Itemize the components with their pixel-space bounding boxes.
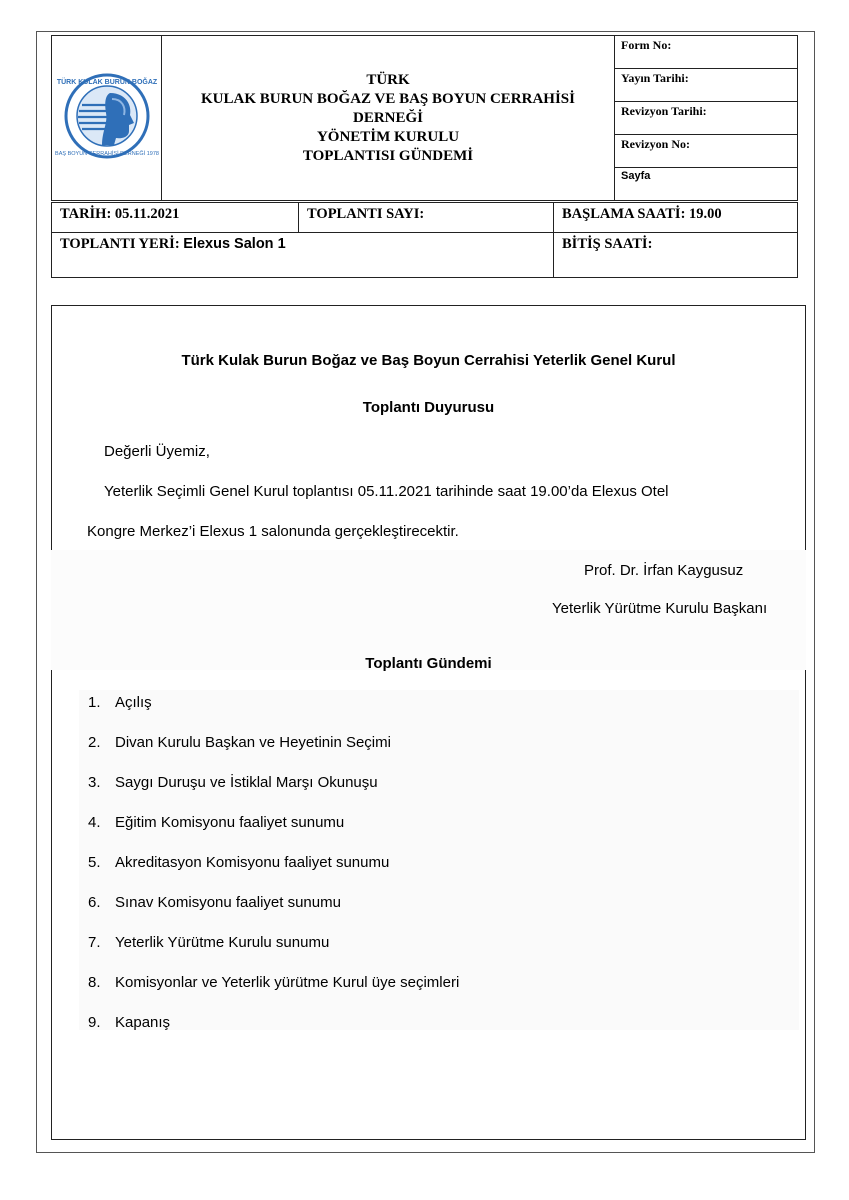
svg-text:BAŞ BOYUN CERRAHİSİ DERNEĞİ 19: BAŞ BOYUN CERRAHİSİ DERNEĞİ 1978 [54, 150, 159, 157]
announcement-subtitle: Toplantı Duyurusu [362, 399, 495, 416]
date-label: TARİH: [60, 206, 112, 222]
meeting-place-cell [52, 233, 554, 278]
title-line-3: DERNEĞİ [352, 109, 423, 126]
agenda-item [88, 733, 459, 773]
meeting-place-label: TOPLANTI YERİ: [60, 236, 180, 252]
agenda-item-number: 9. [88, 1014, 101, 1031]
page-field: Sayfa [615, 168, 798, 201]
agenda-title: Toplantı Gündemi [365, 655, 492, 672]
agenda-item-text: Saygı Duruşu ve İstiklal Marşı Okunuşu [115, 774, 378, 791]
document-title-cell [162, 36, 615, 201]
body-line-1: Yeterlik Seçimli Genel Kurul toplantısı 05.11.2021 tarihinde saat 19.00’da Elexus Otel [104, 483, 669, 500]
agenda-item-text: Sınav Komisyonu faaliyet sunumu [115, 894, 341, 911]
agenda-item-text: Komisyonlar ve Yeterlik yürütme Kurul üye seçimleri [115, 974, 460, 991]
agenda-item-text: Kapanış [115, 1014, 171, 1031]
title-line-1: TÜRK [366, 71, 410, 88]
date-cell [52, 203, 299, 233]
signer-name: Prof. Dr. İrfan Kaygusuz [584, 562, 744, 579]
agenda-item-number: 8. [88, 974, 101, 991]
agenda-item-number: 6. [88, 894, 101, 911]
agenda-item-text: Eğitim Komisyonu faaliyet sunumu [115, 814, 345, 831]
revision-date-field: Revizyon Tarihi: [615, 102, 798, 135]
meeting-info-table [51, 202, 798, 278]
start-time-cell [554, 203, 798, 233]
signer-title: Yeterlik Yürütme Kurulu Başkanı [552, 600, 768, 617]
end-time-label: BİTİŞ SAATİ: [562, 236, 653, 252]
meeting-count-label: TOPLANTI SAYI: [307, 206, 425, 222]
agenda-item-number: 1. [88, 694, 101, 711]
agenda-item-text: Yeterlik Yürütme Kurulu sunumu [115, 934, 330, 951]
revision-no-field: Revizyon No: [615, 135, 798, 168]
form-no-field: Form No: [615, 36, 798, 69]
agenda-item-number: 3. [88, 774, 101, 791]
svg-text:TÜRK KULAK BURUN BOĞAZ: TÜRK KULAK BURUN BOĞAZ [56, 78, 157, 86]
greeting-text: Değerli Üyemiz, [104, 443, 210, 460]
agenda-item [88, 933, 459, 973]
agenda-item-text: Açılış [115, 694, 152, 711]
agenda-item-number: 7. [88, 934, 101, 951]
agenda-item [88, 773, 459, 813]
end-time-cell [554, 233, 798, 278]
agenda-item [88, 893, 459, 933]
agenda-item [88, 1013, 459, 1053]
agenda-item-text: Divan Kurulu Başkan ve Heyetinin Seçimi [115, 734, 391, 751]
agenda-item-number: 5. [88, 854, 101, 871]
agenda-item [88, 853, 459, 893]
title-line-4: YÖNETİM KURULU [316, 128, 460, 145]
title-line-5: TOPLANTISI GÜNDEMİ [302, 147, 474, 164]
agenda-item [88, 693, 459, 733]
date-value: 05.11.2021 [114, 206, 180, 222]
document-header-table [51, 35, 798, 201]
agenda-list [88, 693, 459, 1053]
meeting-count-cell [299, 203, 554, 233]
agenda-item-number: 4. [88, 814, 101, 831]
title-line-2: KULAK BURUN BOĞAZ VE BAŞ BOYUN CERRAHİSİ [201, 90, 575, 107]
start-time-label: BAŞLAMA SAATİ: [562, 206, 686, 222]
publish-date-field: Yayın Tarihi: [615, 69, 798, 102]
agenda-item [88, 813, 459, 853]
agenda-item-text: Akreditasyon Komisyonu faaliyet sunumu [115, 854, 390, 871]
announcement-title: Türk Kulak Burun Boğaz ve Baş Boyun Cerrahisi Yeterlik Genel Kurul [181, 352, 676, 369]
association-logo [54, 71, 159, 161]
agenda-item-number: 2. [88, 734, 101, 751]
start-time-value: 19.00 [689, 206, 722, 222]
body-line-2: Kongre Merkez’i Elexus 1 salonunda gerçekleştirecektir. [87, 523, 459, 540]
agenda-item [88, 973, 459, 1013]
meeting-place-value: Elexus Salon 1 [183, 236, 286, 252]
logo-cell [52, 36, 162, 201]
